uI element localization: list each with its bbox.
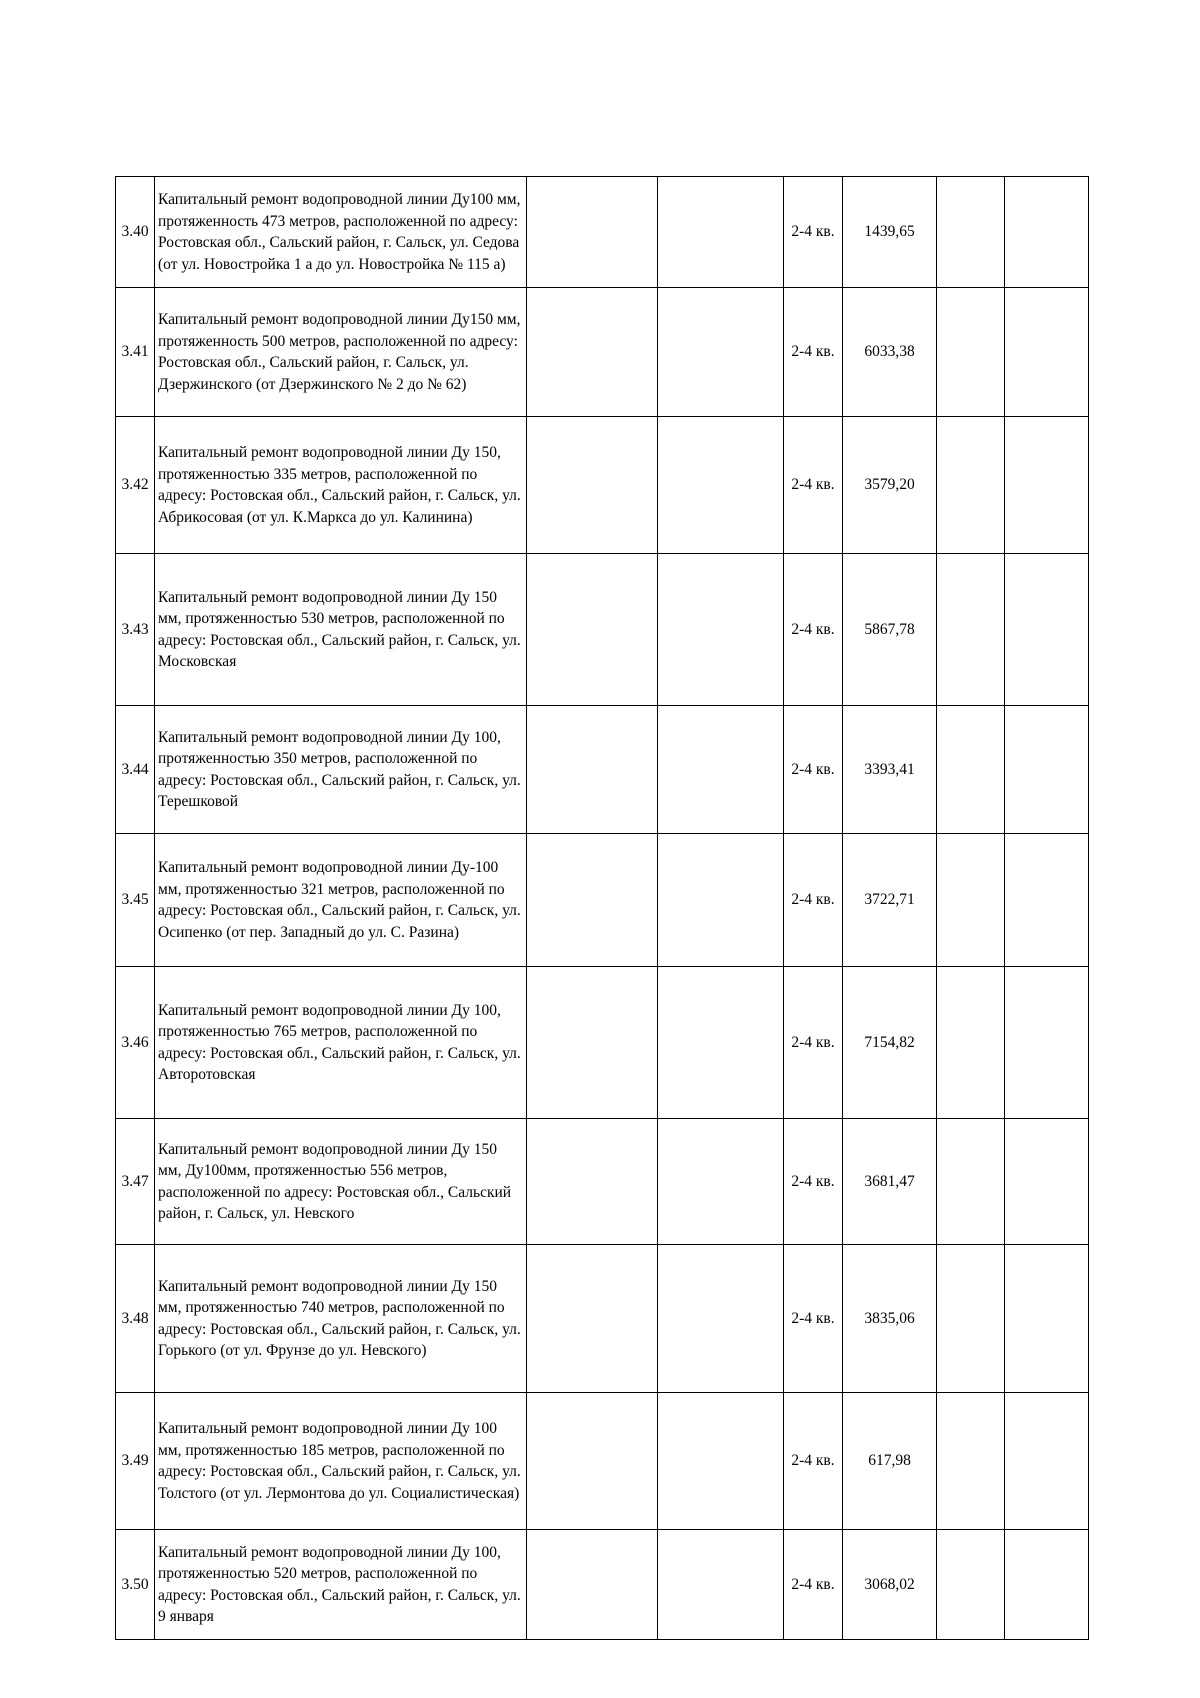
period-cell: 2-4 кв.	[784, 967, 843, 1119]
work-description: Капитальный ремонт водопроводной линии Ду 100, протяженностью 350 метров, расположенной по адресу: Ростовская обл., Сальский район, г. Сальск, ул. Терешковой	[155, 706, 527, 834]
work-description: Капитальный ремонт водопроводной линии Ду-100 мм, протяженностью 321 метров, расположенной по адресу: Ростовская обл., Сальский район, г. Сальск, ул. Осипенко (от пер. Западный до ул. С. Разина)	[155, 834, 527, 967]
work-description: Капитальный ремонт водопроводной линии Ду 100, протяженностью 520 метров, расположенной по адресу: Ростовская обл., Сальский район, г. Сальск, ул. 9 января	[155, 1530, 527, 1640]
row-number: 3.47	[116, 1119, 155, 1245]
table-row	[116, 288, 1089, 417]
empty-cell	[527, 1119, 658, 1245]
empty-cell	[937, 1530, 1005, 1640]
work-description: Капитальный ремонт водопроводной линии Ду 100, протяженностью 765 метров, расположенной по адресу: Ростовская обл., Сальский район, г. Сальск, ул. Авторотовская	[155, 967, 527, 1119]
empty-cell	[1005, 1393, 1089, 1530]
empty-cell	[937, 1119, 1005, 1245]
empty-cell	[658, 554, 784, 706]
empty-cell	[527, 417, 658, 554]
period-cell: 2-4 кв.	[784, 554, 843, 706]
empty-cell	[658, 1119, 784, 1245]
empty-cell	[937, 706, 1005, 834]
period-cell: 2-4 кв.	[784, 177, 843, 288]
empty-cell	[658, 177, 784, 288]
work-description: Капитальный ремонт водопроводной линии Ду 150 мм, протяженностью 740 метров, расположенной по адресу: Ростовская обл., Сальский район, г. Сальск, ул. Горького (от ул. Фрунзе до ул. Невского)	[155, 1245, 527, 1393]
empty-cell	[937, 834, 1005, 967]
empty-cell	[527, 554, 658, 706]
empty-cell	[658, 1530, 784, 1640]
table-row	[116, 1393, 1089, 1530]
empty-cell	[1005, 1119, 1089, 1245]
document-page	[115, 176, 1088, 1640]
empty-cell	[658, 417, 784, 554]
table-row	[116, 1530, 1089, 1640]
table-row	[116, 1119, 1089, 1245]
empty-cell	[527, 288, 658, 417]
amount-cell: 7154,82	[843, 967, 937, 1119]
amount-cell: 3068,02	[843, 1530, 937, 1640]
table-row	[116, 177, 1089, 288]
row-number: 3.48	[116, 1245, 155, 1393]
empty-cell	[937, 177, 1005, 288]
period-cell: 2-4 кв.	[784, 1530, 843, 1640]
empty-cell	[658, 1245, 784, 1393]
row-number: 3.44	[116, 706, 155, 834]
period-cell: 2-4 кв.	[784, 1245, 843, 1393]
table-row	[116, 834, 1089, 967]
amount-cell: 3835,06	[843, 1245, 937, 1393]
empty-cell	[937, 554, 1005, 706]
period-cell: 2-4 кв.	[784, 1393, 843, 1530]
amount-cell: 3579,20	[843, 417, 937, 554]
empty-cell	[937, 288, 1005, 417]
empty-cell	[1005, 288, 1089, 417]
empty-cell	[1005, 967, 1089, 1119]
amount-cell: 6033,38	[843, 288, 937, 417]
row-number: 3.41	[116, 288, 155, 417]
table-row	[116, 967, 1089, 1119]
period-cell: 2-4 кв.	[784, 834, 843, 967]
row-number: 3.43	[116, 554, 155, 706]
empty-cell	[1005, 177, 1089, 288]
empty-cell	[937, 417, 1005, 554]
work-description: Капитальный ремонт водопроводной линии Ду100 мм, протяженность 473 метров, расположенной по адресу: Ростовская обл., Сальский район, г. Сальск, ул. Седова (от ул. Новостройка 1 а до ул. Новостройка № 115 а)	[155, 177, 527, 288]
empty-cell	[658, 834, 784, 967]
empty-cell	[527, 1245, 658, 1393]
table-row	[116, 1245, 1089, 1393]
amount-cell: 1439,65	[843, 177, 937, 288]
empty-cell	[527, 967, 658, 1119]
empty-cell	[937, 967, 1005, 1119]
row-number: 3.50	[116, 1530, 155, 1640]
empty-cell	[658, 967, 784, 1119]
empty-cell	[1005, 706, 1089, 834]
empty-cell	[1005, 1530, 1089, 1640]
row-number: 3.49	[116, 1393, 155, 1530]
row-number: 3.40	[116, 177, 155, 288]
row-number: 3.42	[116, 417, 155, 554]
amount-cell: 3722,71	[843, 834, 937, 967]
work-description: Капитальный ремонт водопроводной линии Ду 150, протяженностью 335 метров, расположенной по адресу: Ростовская обл., Сальский район, г. Сальск, ул. Абрикосовая (от ул. К.Маркса до ул. Калинина)	[155, 417, 527, 554]
empty-cell	[937, 1393, 1005, 1530]
works-table	[115, 176, 1089, 1640]
work-description: Капитальный ремонт водопроводной линии Ду 150 мм, протяженностью 530 метров, расположенной по адресу: Ростовская обл., Сальский район, г. Сальск, ул. Московская	[155, 554, 527, 706]
work-description: Капитальный ремонт водопроводной линии Ду150 мм, протяженность 500 метров, расположенной по адресу: Ростовская обл., Сальский район, г. Сальск, ул. Дзержинского (от Дзержинского № 2 до № 62)	[155, 288, 527, 417]
empty-cell	[658, 706, 784, 834]
empty-cell	[1005, 834, 1089, 967]
empty-cell	[1005, 1245, 1089, 1393]
empty-cell	[527, 834, 658, 967]
period-cell: 2-4 кв.	[784, 1119, 843, 1245]
empty-cell	[527, 706, 658, 834]
empty-cell	[937, 1245, 1005, 1393]
empty-cell	[1005, 417, 1089, 554]
amount-cell: 3681,47	[843, 1119, 937, 1245]
period-cell: 2-4 кв.	[784, 288, 843, 417]
row-number: 3.46	[116, 967, 155, 1119]
row-number: 3.45	[116, 834, 155, 967]
period-cell: 2-4 кв.	[784, 706, 843, 834]
amount-cell: 617,98	[843, 1393, 937, 1530]
work-description: Капитальный ремонт водопроводной линии Ду 100 мм, протяженностью 185 метров, расположенной по адресу: Ростовская обл., Сальский район, г. Сальск, ул. Толстого (от ул. Лермонтова до ул. Социалистическая)	[155, 1393, 527, 1530]
table-row	[116, 554, 1089, 706]
table-row	[116, 706, 1089, 834]
work-description: Капитальный ремонт водопроводной линии Ду 150 мм, Ду100мм, протяженностью 556 метров, расположенной по адресу: Ростовская обл., Сальский район, г. Сальск, ул. Невского	[155, 1119, 527, 1245]
empty-cell	[527, 1393, 658, 1530]
empty-cell	[658, 1393, 784, 1530]
empty-cell	[527, 1530, 658, 1640]
amount-cell: 5867,78	[843, 554, 937, 706]
amount-cell: 3393,41	[843, 706, 937, 834]
empty-cell	[658, 288, 784, 417]
period-cell: 2-4 кв.	[784, 417, 843, 554]
empty-cell	[527, 177, 658, 288]
empty-cell	[1005, 554, 1089, 706]
table-row	[116, 417, 1089, 554]
